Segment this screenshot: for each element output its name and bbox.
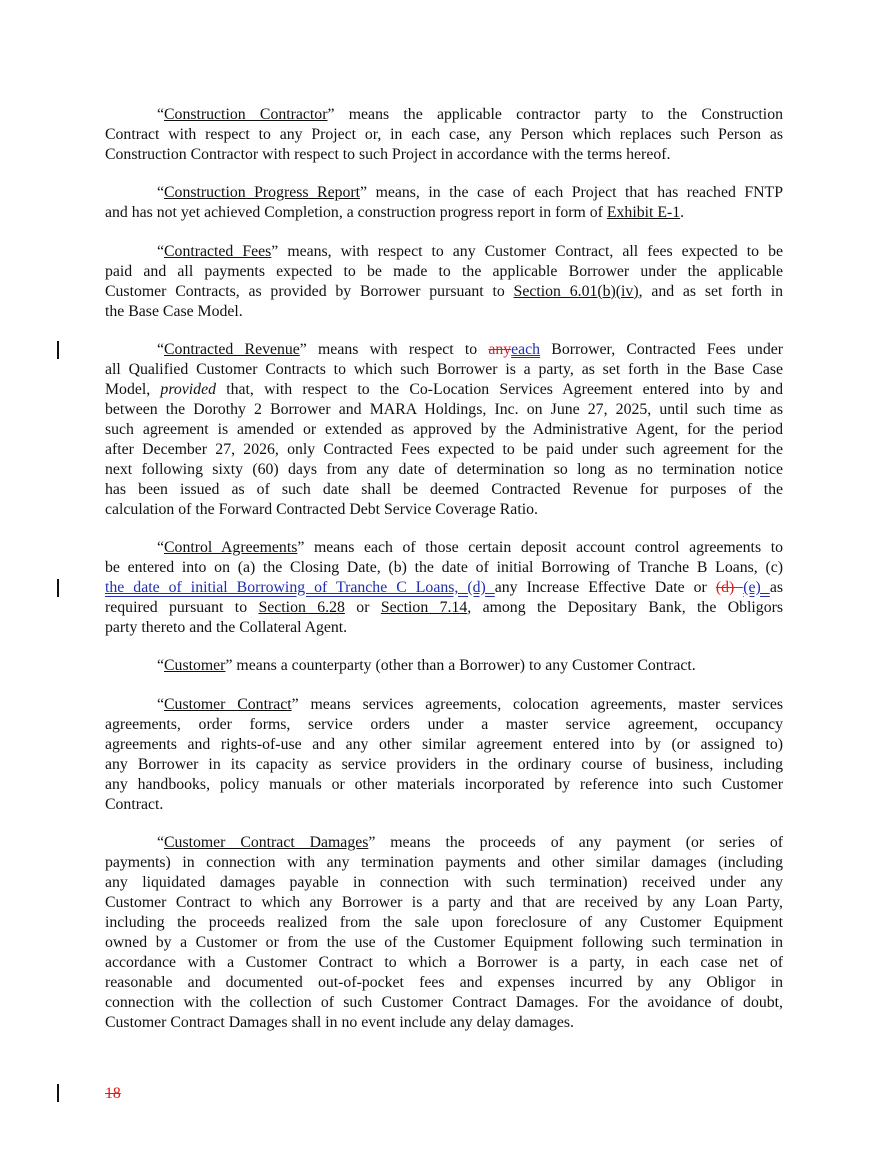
text-line	[105, 735, 783, 755]
text: payments) in connection with any termination payments and other similar damages (including	[105, 854, 783, 872]
text: all Qualified Customer Contracts to which such Borrower is a party, as set forth in the Base Case	[105, 360, 783, 378]
text: “	[157, 657, 165, 675]
text: any Increase Effective Date or	[494, 579, 716, 597]
document-body	[105, 105, 783, 1051]
text: Borrower, Contracted Fees under	[540, 340, 783, 358]
text: required pursuant to	[105, 599, 259, 617]
text: party thereto and the Collateral Agent.	[105, 619, 348, 637]
text: , among the Depositary Bank, the Obligors	[467, 599, 783, 617]
defined-term: Contracted Revenue	[164, 340, 300, 358]
text: paid and all payments expected to be made to the applicable Borrower under the applicable	[105, 262, 783, 280]
text: as	[769, 579, 783, 597]
text-line	[105, 340, 783, 360]
text: “	[157, 539, 165, 557]
text: such agreement is amended or extended as approved by the Administrative Agent, for the period	[105, 420, 783, 438]
italic-text: provided	[160, 380, 216, 398]
text-line	[105, 242, 783, 262]
text: or	[344, 599, 381, 617]
text-line	[105, 893, 783, 913]
text: “	[157, 184, 165, 202]
text: “	[157, 695, 165, 713]
text: that, with respect to the Co-Location Services Agreement entered into by and	[216, 380, 783, 398]
defined-term: Customer Contract Damages	[164, 834, 369, 852]
text-line	[105, 913, 783, 933]
defined-term: Exhibit E-1	[606, 204, 681, 222]
text: , and as set forth in	[638, 282, 783, 300]
text: Customer Contracts, as provided by Borrower pursuant to	[105, 282, 514, 300]
inserted-text: each	[511, 340, 541, 358]
defined-term: Control Agreements	[164, 539, 298, 557]
text-line	[105, 105, 783, 125]
text: any liquidated damages payable in connection with such termination) received under any	[105, 874, 783, 892]
text-line	[105, 360, 783, 380]
text-line	[105, 715, 783, 735]
text-line	[105, 755, 783, 775]
inserted-text: the date of initial Borrowing of Tranche C Loans, (d)	[105, 579, 495, 597]
change-bar	[57, 341, 59, 359]
change-bar	[57, 1084, 59, 1102]
definition-paragraph	[105, 105, 783, 165]
text: “	[157, 834, 165, 852]
definition-paragraph	[105, 340, 783, 520]
defined-term: Contracted Fees	[164, 242, 272, 260]
text-line	[105, 145, 783, 165]
text-line	[105, 302, 783, 322]
text: next following sixty (60) days from any date of determination so long as no termination notice	[105, 460, 783, 478]
defined-term: Section 7.14	[380, 599, 468, 617]
text-line	[105, 695, 783, 715]
text-line	[105, 538, 783, 558]
text-line	[105, 973, 783, 993]
defined-term: Section 6.01(b)(iv)	[513, 282, 639, 300]
text-line	[105, 795, 783, 815]
definition-paragraph	[105, 183, 783, 223]
defined-term: Customer Contract	[164, 695, 292, 713]
text: “	[157, 242, 165, 260]
text-line	[105, 598, 783, 618]
change-bar	[57, 579, 59, 597]
text: has been issued as of such date shall be deemed Contracted Revenue for purposes of the	[105, 480, 783, 498]
text-line	[105, 440, 783, 460]
text-line	[105, 282, 783, 302]
text-line	[105, 125, 783, 145]
text-line	[105, 262, 783, 282]
text: any Borrower in its capacity as service providers in the ordinary course of business, including	[105, 755, 783, 773]
text-line	[105, 183, 783, 203]
text-line	[105, 933, 783, 953]
text: Contract.	[105, 795, 164, 813]
text: ” means the applicable contractor party to the Construction	[327, 106, 783, 123]
text: any handbooks, policy manuals or other materials incorporated by reference into such Customer	[105, 775, 783, 793]
definition-paragraph	[105, 695, 783, 815]
text-line	[105, 993, 783, 1013]
text: ” means with respect to	[299, 340, 489, 358]
definition-paragraph	[105, 242, 783, 322]
text: be entered into on (a) the Closing Date, (b) the date of initial Borrowing of Tranche B Loans, (c)	[105, 559, 783, 577]
text: ” means a counterparty (other than a Borrower) to any Customer Contract.	[225, 657, 696, 675]
definition-paragraph	[105, 656, 783, 676]
text: reasonable and documented out-of-pocket fees and expenses incurred by any Obligor in	[105, 974, 783, 992]
text: accordance with a Customer Contract to which a Borrower is a party, in each case net of	[105, 954, 783, 972]
text: ” means the proceeds of any payment (or series of	[368, 834, 783, 852]
text-line	[105, 1013, 783, 1033]
text: “	[157, 106, 165, 123]
text-line	[105, 380, 783, 400]
text-line	[105, 953, 783, 973]
text: agreements and rights-of-use and any other similar agreement entered into by (or assigned to)	[105, 735, 783, 753]
text: Customer Contract to which any Borrower is a party and that are received by any Loan Party,	[105, 894, 783, 912]
text-line	[105, 853, 783, 873]
text-line	[105, 775, 783, 795]
text-line	[105, 558, 783, 578]
text: including the proceeds realized from the sale upon foreclosure of any Customer Equipment	[105, 914, 783, 932]
text: and has not yet achieved Completion, a construction progress report in form of	[105, 204, 607, 222]
text: Customer Contract Damages shall in no event include any delay damages.	[105, 1014, 574, 1032]
text-line	[105, 833, 783, 853]
definition-paragraph	[105, 833, 783, 1033]
text: ” means each of those certain deposit account control agreements to	[297, 539, 783, 557]
text: Model,	[105, 380, 161, 398]
text-line	[105, 203, 783, 223]
text-line	[105, 400, 783, 420]
page-number-deleted: 18	[105, 1085, 121, 1102]
text: after December 27, 2026, only Contracted Fees expected to be paid under such agreement for the	[105, 440, 783, 458]
defined-term: Section 6.28	[258, 599, 345, 617]
text: owned by a Customer or from the use of the Customer Equipment following such termination in	[105, 934, 783, 952]
text: “	[157, 340, 165, 358]
text-line	[105, 500, 783, 520]
text-line	[105, 420, 783, 440]
text: connection with the collection of such Customer Contract Damages. For the avoidance of doubt,	[105, 994, 783, 1012]
text: Contract with respect to any Project or, in each case, any Person which replaces such Person as	[105, 126, 783, 143]
text-line	[105, 618, 783, 638]
text: ” means services agreements, colocation agreements, master services	[291, 695, 783, 713]
definition-paragraph	[105, 538, 783, 638]
text: Construction Contractor with respect to such Project in accordance with the terms hereof.	[105, 146, 671, 163]
text-line	[105, 578, 783, 598]
defined-term: Customer	[164, 657, 226, 675]
text: agreements, order forms, service orders under a master service agreement, occupancy	[105, 715, 783, 733]
text: between the Dorothy 2 Borrower and MARA Holdings, Inc. on June 27, 2025, until such time as	[105, 400, 783, 418]
text-line	[105, 656, 783, 676]
text: calculation of the Forward Contracted Debt Service Coverage Ratio.	[105, 500, 538, 518]
text: the Base Case Model.	[105, 302, 243, 320]
deleted-text: (d)	[715, 579, 744, 597]
text: ” means, with respect to any Customer Contract, all fees expected to be	[271, 242, 783, 260]
inserted-text: (e)	[743, 579, 770, 597]
deleted-text: any	[488, 340, 512, 358]
text-line	[105, 480, 783, 500]
text-line	[105, 873, 783, 893]
text-line	[105, 460, 783, 480]
defined-term: Construction Contractor	[164, 106, 328, 123]
text: ” means, in the case of each Project that has reached FNTP	[360, 184, 783, 202]
defined-term: Construction Progress Report	[164, 184, 361, 202]
text: .	[680, 204, 685, 222]
